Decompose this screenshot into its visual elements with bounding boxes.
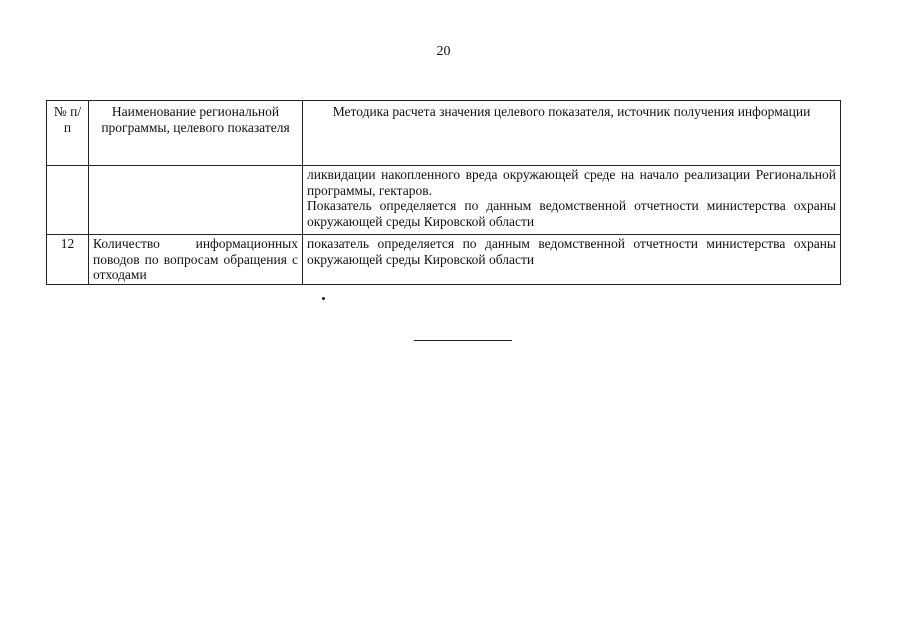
end-separator-line	[414, 340, 512, 341]
cell-program-name	[89, 166, 303, 235]
cell-program-name: Количество информационных поводов по вопросам обращения с отходами	[89, 235, 303, 285]
indicator-table	[46, 100, 841, 285]
header-number: № п/п	[47, 101, 89, 166]
table-row	[47, 166, 841, 235]
cell-method: показатель определяется по данным ведомственной отчетности министерства охраны окружающей среды Кировской области	[303, 235, 841, 285]
table-header-row	[47, 101, 841, 166]
table-row	[47, 235, 841, 285]
page-number: 20	[436, 44, 451, 59]
header-program-name: Наименование региональной программы, целевого показателя	[89, 101, 303, 166]
cell-number: 12	[47, 235, 89, 285]
header-method: Методика расчета значения целевого показателя, источник получения информации	[303, 101, 841, 166]
cell-method	[303, 166, 841, 235]
cell-number	[47, 166, 89, 235]
stray-dot	[322, 297, 325, 300]
method-paragraph: Показатель определяется по данным ведомственной отчетности министерства охраны окружающей среды Кировской области	[307, 198, 836, 229]
method-paragraph: ликвидации накопленного вреда окружающей среде на начало реализации Региональной программы, гектаров.	[307, 167, 836, 198]
